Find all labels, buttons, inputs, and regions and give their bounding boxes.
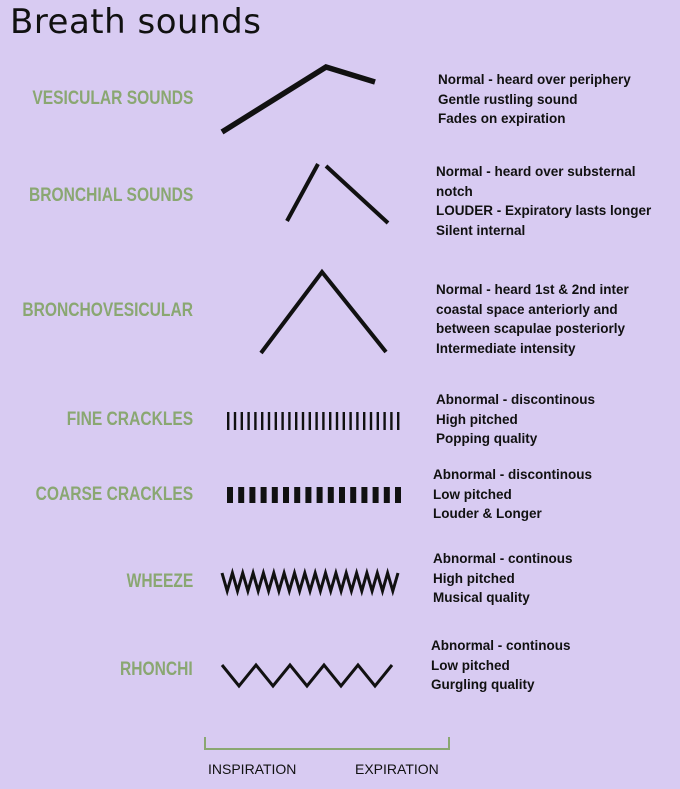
bronchovesicular-waveform [261, 272, 386, 353]
desc-line: Abnormal - continous [431, 638, 571, 653]
fine-crackle-bar [343, 412, 345, 430]
coarse-crackle-bar [261, 487, 267, 503]
fine-crackle-bar [336, 412, 338, 430]
vesicular-waveform [222, 67, 375, 132]
axis-bracket [205, 737, 449, 749]
coarse-crackle-bar [373, 487, 379, 503]
desc-line: Intermediate intensity [436, 341, 576, 357]
fine-crackle-bar [322, 412, 324, 430]
fine-crackle-bar [268, 412, 270, 430]
coarse-crackle-bar [283, 487, 289, 503]
desc-line: Abnormal - discontinous [436, 392, 596, 407]
desc-line: Gurgling quality [431, 677, 535, 693]
coarse-crackle-bar [272, 487, 278, 503]
desc-line: Low pitched [431, 657, 510, 673]
fine-crackle-bar [383, 412, 385, 430]
desc-line: Fades on expiration [438, 111, 566, 127]
expiration-label: EXPIRATION [355, 761, 439, 777]
fine-crackle-bar [295, 412, 297, 430]
coarse-crackle-bar [227, 487, 233, 503]
desc-line: Normal - heard over periphery [438, 72, 631, 87]
coarse-crackle-bar [294, 487, 300, 503]
fine-crackle-bar [281, 412, 283, 430]
desc-line: Abnormal - discontinous [433, 467, 593, 482]
fine-crackle-bar [356, 412, 358, 430]
desc-line: High pitched [433, 570, 515, 586]
fine-crackle-bar [227, 412, 229, 430]
desc-line: notch [436, 183, 473, 199]
fine-crackle-bar [234, 412, 236, 430]
fine-crackle-bar [390, 412, 392, 430]
fine-crackle-bar [377, 412, 379, 430]
desc-line: Gentle rustling sound [438, 91, 578, 107]
desc-line: Silent internal [436, 223, 526, 239]
label-coarse-crackles: COARSE CRACKLES [35, 484, 193, 505]
fine-crackles-marks [227, 412, 399, 430]
label-rhonchi: RHONCHI [120, 659, 193, 680]
coarse-crackle-bar [395, 487, 401, 503]
desc-line: Musical quality [433, 590, 530, 606]
desc-line: between scapulae posteriorly [436, 321, 626, 337]
coarse-crackle-bar [339, 487, 345, 503]
rhonchi-waveform [222, 665, 392, 686]
fine-crackle-bar [397, 412, 399, 430]
desc-line: Popping quality [436, 431, 538, 447]
coarse-crackle-bar [238, 487, 244, 503]
fine-crackle-bar [315, 412, 317, 430]
inspiration-label: INSPIRATION [208, 761, 297, 777]
fine-crackle-bar [329, 412, 331, 430]
label-bronchial: BRONCHIAL SOUNDS [28, 185, 193, 206]
bronchial-waveform [287, 164, 388, 223]
fine-crackle-bar [241, 412, 243, 430]
fine-crackle-bar [288, 412, 290, 430]
fine-crackle-bar [302, 412, 304, 430]
label-wheeze: WHEEZE [126, 571, 193, 592]
desc-line: LOUDER - Expiratory lasts longer [436, 203, 652, 219]
fine-crackle-bar [254, 412, 256, 430]
coarse-crackle-bar [361, 487, 367, 503]
coarse-crackles-marks [227, 487, 401, 503]
label-fine-crackles: FINE CRACKLES [66, 409, 193, 430]
coarse-crackle-bar [384, 487, 390, 503]
desc-line: Abnormal - continous [433, 551, 573, 566]
page-title: Breath sounds [10, 2, 262, 42]
coarse-crackle-bar [249, 487, 255, 503]
coarse-crackle-bar [305, 487, 311, 503]
coarse-crackle-bar [317, 487, 323, 503]
fine-crackle-bar [370, 412, 372, 430]
desc-line: Normal - heard 1st & 2nd inter [436, 282, 629, 297]
fine-crackle-bar [349, 412, 351, 430]
desc-line: coastal space anteriorly and [436, 301, 618, 317]
coarse-crackle-bar [328, 487, 334, 503]
label-vesicular: VESICULAR SOUNDS [31, 88, 193, 109]
desc-line: Normal - heard over substernal [436, 164, 636, 179]
label-bronchovesicular: BRONCHOVESICULAR [22, 300, 193, 321]
desc-line: Louder & Longer [433, 506, 542, 522]
fine-crackle-bar [309, 412, 311, 430]
fine-crackle-bar [247, 412, 249, 430]
desc-line: Low pitched [433, 486, 512, 502]
wheeze-waveform [222, 573, 398, 591]
fine-crackle-bar [261, 412, 263, 430]
coarse-crackle-bar [350, 487, 356, 503]
fine-crackle-bar [275, 412, 277, 430]
fine-crackle-bar [363, 412, 365, 430]
desc-line: High pitched [436, 411, 518, 427]
